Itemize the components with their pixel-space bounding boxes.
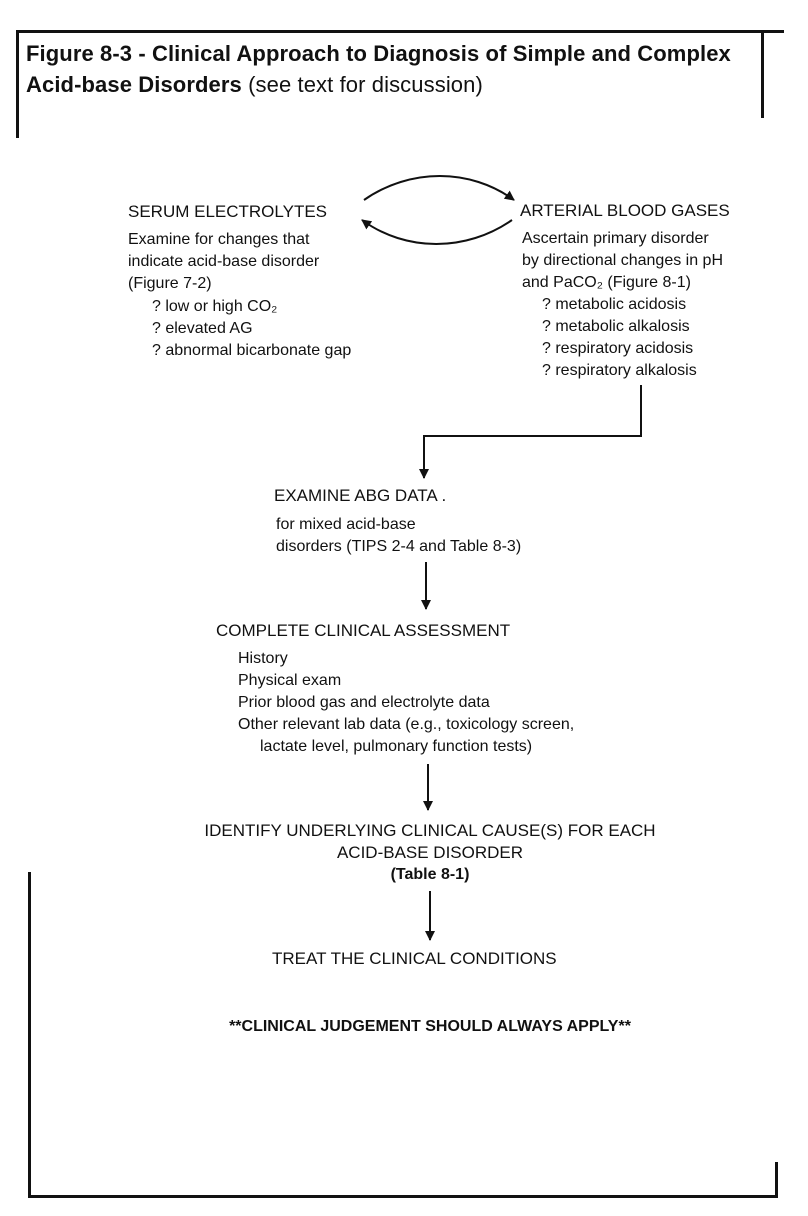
serum-electrolytes-description <box>128 229 319 295</box>
cycle-arrow-top <box>364 176 514 200</box>
figure-caption-title: Figure 8-3 - Clinical Approach to Diagnosis of Simple and Complex Acid-base Disorders <box>26 41 731 97</box>
abg-line: Ascertain primary disorder <box>522 230 709 247</box>
serum-check-item: ? low or high CO₂ <box>152 298 278 315</box>
cycle-arrow-bottom <box>362 220 512 244</box>
abg-check-item: ? metabolic alkalosis <box>542 318 690 335</box>
figure-caption-note: (see text for discussion) <box>248 72 483 97</box>
assessment-item: History <box>238 650 288 667</box>
abg-line: and PaCO₂ (Figure 8-1) <box>522 274 691 291</box>
assessment-title: COMPLETE CLINICAL ASSESSMENT <box>216 621 511 640</box>
identify-line-3: (Table 8-1) <box>390 866 470 883</box>
abg-checklist <box>542 294 697 382</box>
serum-check-item: ? elevated AG <box>152 320 253 337</box>
abg-title: ARTERIAL BLOOD GASES <box>520 201 730 220</box>
abg-check-item: ? respiratory alkalosis <box>542 362 697 379</box>
examine-line: disorders (TIPS 2-4 and Table 8-3) <box>276 538 522 555</box>
treat-title: TREAT THE CLINICAL CONDITIONS <box>272 949 557 968</box>
identify-line-1: IDENTIFY UNDERLYING CLINICAL CAUSE(S) FOR EACH <box>204 821 656 840</box>
assessment-item: Prior blood gas and electrolyte data <box>238 694 490 711</box>
assessment-list <box>238 648 574 758</box>
examine-abg-description <box>276 514 521 558</box>
serum-electrolytes-title: SERUM ELECTROLYTES <box>128 202 328 221</box>
examine-line: for mixed acid-base <box>276 516 416 533</box>
abg-line: by directional changes in pH <box>522 252 724 269</box>
assessment-item: lactate level, pulmonary function tests) <box>260 738 533 755</box>
assessment-item: Physical exam <box>238 672 342 689</box>
abg-description <box>522 228 723 294</box>
serum-line: (Figure 7-2) <box>128 275 212 292</box>
identify-line-2: ACID-BASE DISORDER <box>336 843 524 862</box>
abg-check-item: ? respiratory acidosis <box>542 340 694 357</box>
serum-check-item: ? abnormal bicarbonate gap <box>152 342 352 359</box>
examine-abg-title: EXAMINE ABG DATA . <box>274 486 447 505</box>
assessment-item: Other relevant lab data (e.g., toxicology screen, <box>238 716 575 733</box>
clinical-judgement-note: **CLINICAL JUDGEMENT SHOULD ALWAYS APPLY** <box>229 1018 631 1035</box>
identify-causes-block <box>130 820 730 886</box>
serum-line: indicate acid-base disorder <box>128 253 320 270</box>
serum-line: Examine for changes that <box>128 231 310 248</box>
serum-electrolytes-checklist <box>152 296 351 362</box>
abg-to-examine-connector <box>424 385 641 478</box>
abg-check-item: ? metabolic acidosis <box>542 296 687 313</box>
